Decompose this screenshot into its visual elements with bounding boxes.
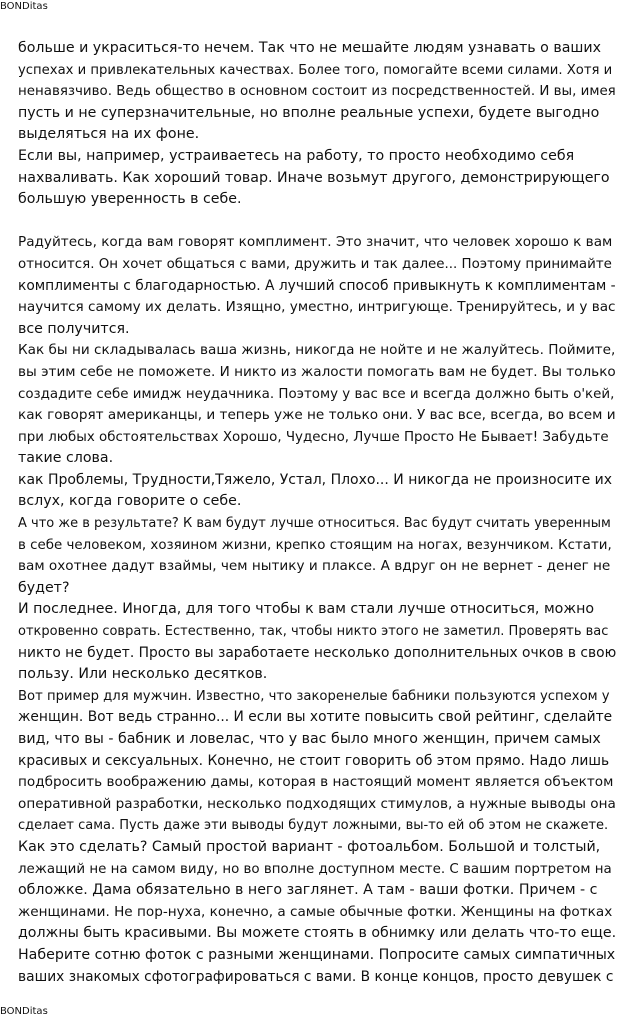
text-line: успехах и привлекательных качествах. Более того, помогайте всеми силами. Хотя и: [18, 62, 613, 78]
text-line: Наберите сотню фоток с разными женщинами. Попросите самых симпатичных: [18, 946, 616, 963]
text-line: создадите себе имидж неудачника. Поэтому у вас все и всегда должно быть о'кей,: [18, 386, 615, 402]
text-line: в себе человеком, хозяином жизни, крепко стоящим на ногах, везунчиком. Кстати,: [18, 537, 612, 553]
text-line: вы этим себе не поможете. И никто из жалости помогать вам не будет. Вы только: [18, 363, 616, 380]
text-line: все получится.: [18, 320, 130, 337]
page-header-source: BONDitas: [0, 1, 48, 12]
text-line: комплименты с благодарностью. А лучший способ привыкнуть к комплиментам -: [18, 277, 616, 294]
text-line: И последнее. Иногда, для того чтобы к вам стали лучше относиться, можно: [18, 601, 595, 618]
text-line: лежащий не на самом виду, но во вполне доступном месте. С вашим портретом на: [18, 861, 612, 877]
text-line: будет?: [18, 579, 70, 596]
text-line: вслух, когда говорите о себе.: [18, 493, 242, 510]
text-line: как говорят американцы, и теперь уже не только они. У вас все, всегда, во всем и: [18, 407, 616, 424]
text-line: как Проблемы, Трудности,Тяжело, Устал, Плохо... И никогда не произносите их: [18, 471, 613, 488]
text-line: большую уверенность в себе.: [18, 191, 242, 208]
text-line: пользу. Или несколько десятков.: [18, 666, 268, 683]
text-line: относится. Он хочет общаться с вами, дружить и так далее... Поэтому принимайте: [18, 256, 612, 272]
text-line: вид, что вы - бабник и ловелас, что у вас было много женщин, причем самых: [18, 731, 601, 747]
text-line: оперативной разработки, несколько подходящих стимулов, а нужные выводы она: [18, 795, 616, 812]
text-line: научится самому их делать. Изящно, уместно, интригующе. Тренируйтесь, и у вас: [18, 299, 616, 316]
text-line: нахваливать. Как хороший товар. Иначе возьмут другого, демонстрирующего: [18, 169, 610, 186]
text-line: Вот пример для мужчин. Известно, что закоренелые бабники пользуются успехом у: [18, 688, 610, 704]
text-line: такие слова.: [18, 450, 114, 467]
text-line: вам охотнее дадут взаймы, чем нытику и плаксе. А вдруг он не вернет - денег не: [18, 558, 611, 575]
text-line: откровенно соврать. Естественно, так, чтобы никто этого не заметил. Проверять вас: [18, 624, 609, 640]
paragraph-gap: [18, 211, 616, 233]
text-line: больше и украситься-то нечем. Так что не мешайте людям узнавать о ваших: [18, 40, 602, 56]
page-footer-source: BONDitas: [0, 1006, 48, 1017]
text-line: выделяться на их фоне.: [18, 126, 200, 143]
text-line: А что же в результате? К вам будут лучше относиться. Вас будут считать уверенным: [18, 516, 611, 532]
text-line: женщин. Вот ведь странно... И если вы хотите повысить свой рейтинг, сделайте: [18, 709, 613, 726]
text-line: женщинами. Не пор-нуха, конечно, а самые обычные фотки. Женщины на фотках: [18, 903, 613, 920]
text-line: красивых и сексуальных. Конечно, не стоит говорить об этом прямо. Надо лишь: [18, 752, 610, 769]
text-line: подбросить воображению дамы, которая в настоящий момент является объектом: [18, 774, 614, 791]
text-line: Как бы ни складывалась ваша жизнь, никогда не нойте и не жалуйтесь. Поймите,: [18, 342, 616, 359]
text-line: ваших знакомых сфотографироваться с вами. В конце концов, просто девушек с: [18, 968, 614, 985]
text-line: при любых обстоятельствах Хорошо, Чудесно, Лучше Просто Не Бывает! Забудьте: [18, 429, 609, 445]
text-line: Радуйтесь, когда вам говорят комплимент. Это значит, что человек хорошо к вам: [18, 234, 613, 251]
text-line: обложке. Дама обязательно в него заглянет. А там - ваши фотки. Причем - с: [18, 882, 598, 899]
text-line: Если вы, например, устраиваетесь на работу, то просто необходимо себя: [18, 147, 575, 164]
text-line: ненавязчиво. Ведь общество в основном состоит из посредственностей. И вы, имея: [18, 84, 616, 100]
text-line: должны быть красивыми. Вы можете стоять в обнимку или делать что-то еще.: [18, 925, 617, 942]
page-text-body: [18, 38, 616, 988]
text-line: пусть и не суперзначительные, но вполне реальные успехи, будете выгодно: [18, 104, 600, 121]
text-line: Как это сделать? Самый простой вариант - фотоальбом. Большой и толстый,: [18, 838, 601, 855]
text-line: сделает сама. Пусть даже эти выводы будут ложными, вы-то ей об этом не скажете.: [18, 818, 609, 834]
text-line: никто не будет. Просто вы заработаете несколько дополнительных очков в свою: [18, 644, 617, 661]
